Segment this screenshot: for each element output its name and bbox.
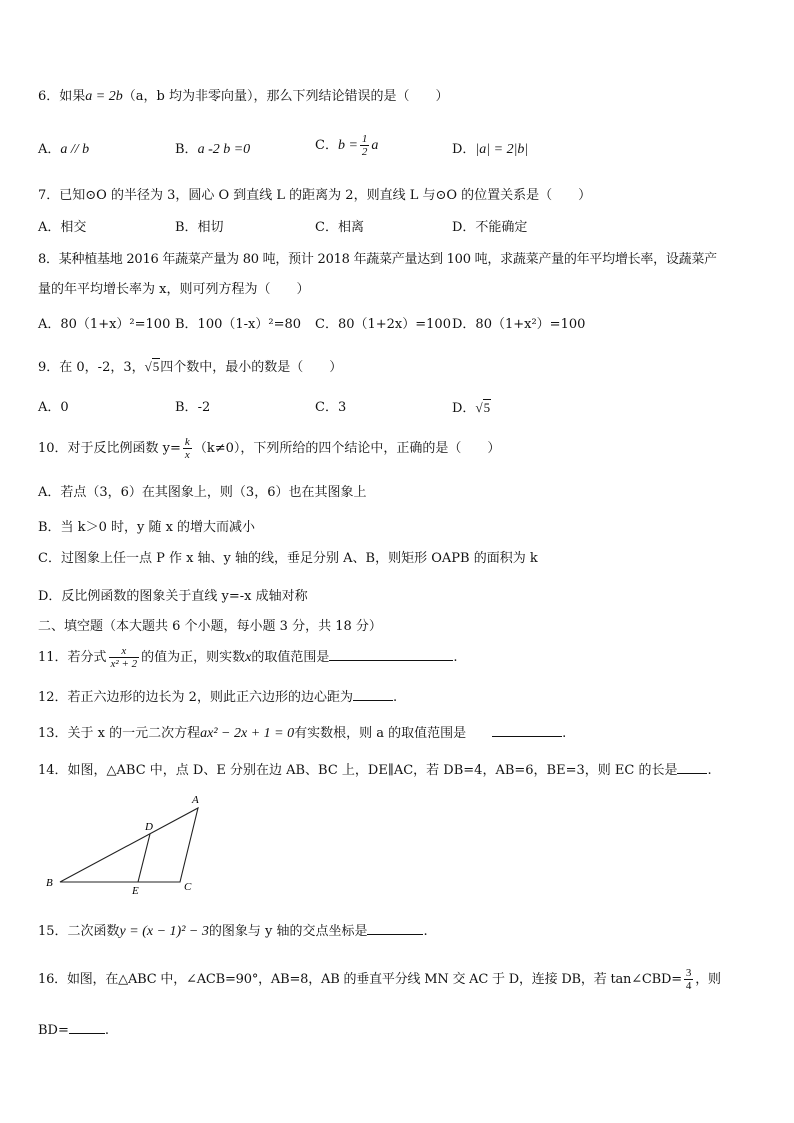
q16-stem-line2: BD= . — [38, 1019, 109, 1040]
q16-answer-blank[interactable] — [69, 1019, 105, 1034]
q8-stem-line2: 量的年平均增长率为 x，则可列方程为（ ） — [38, 282, 310, 297]
q9-option-d: D．√5 — [452, 400, 491, 416]
q9-sqrt: √5 — [144, 359, 160, 374]
q7-option-a: A．相交 — [38, 220, 87, 235]
label-b: B — [46, 877, 53, 889]
q6-option-b: B．a -2 b =0 — [175, 142, 251, 157]
section-2-heading: 二、填空题（本大题共 6 个小题，每小题 3 分，共 18 分） — [38, 619, 382, 634]
q9-option-c: C．3 — [315, 400, 347, 415]
q6-stem — [38, 88, 448, 106]
q11-fraction: $\frac{x}{\text{x² + 2}}$ — [110, 645, 138, 670]
q7-option-d: D．不能确定 — [452, 220, 528, 235]
triangle-abc — [60, 808, 198, 882]
q6-stem-prefix: 6．如果 — [38, 89, 86, 104]
label-c: C — [184, 881, 192, 893]
q8-option-b: B．100（1-x）²=80 — [175, 317, 302, 332]
q9-option-b: B．-2 — [175, 400, 211, 415]
q14-answer-blank[interactable] — [677, 759, 707, 774]
q6-option-d-expr: |a| = 2|b| — [475, 142, 529, 157]
q16-stem: 16．如图，在△ABC 中，∠ACB=90°，AB=8，AB 的垂直平分线 MN 交 AC 于 D，连接 DB，若 tan∠CBD= $\frac{3}{4}$ ，则 — [38, 967, 721, 992]
segment-de — [138, 834, 150, 882]
q7-stem: 7．已知⊙O 的半径为 3，圆心 O 到直线 L 的距离为 2，则直线 L 与⊙O 的位置关系是（ ） — [38, 188, 592, 203]
q7-option-c: C．相离 — [315, 220, 364, 235]
q6-option-c: C．b = $\frac{1}{2}$ a — [315, 133, 379, 158]
q9-option-a: A．0 — [38, 400, 69, 415]
q10-stem: 10．对于反比例函数 y= $\frac{k}{x}$ （k≠0），下列所给的四个结论中，正确的是（ ） — [38, 436, 501, 461]
q10-option-c: C．过图象上任一点 P 作 x 轴、y 轴的线，垂足分别 A、B，则矩形 OAPB 的面积为 k — [38, 551, 538, 566]
q6-option-b-expr: a -2 b =0 — [197, 142, 251, 157]
q13-answer-blank[interactable] — [492, 722, 562, 737]
q8-stem-line1: 8．某种植基地 2016 年蔬菜产量为 80 吨，预计 2018 年蔬菜产量达到 100 吨，求蔬菜产量的年平均增长率，设蔬菜产 — [38, 252, 717, 267]
q6-stem-expr: a = 2b — [85, 89, 123, 104]
q10-fraction: $\frac{k}{x}$ — [184, 436, 190, 461]
q11-stem: 11．若分式 $\frac{x}{\text{x² + 2}}$ 的值为正，则实数x的取值范围是 . — [38, 645, 458, 670]
q6-option-d: D．|a| = 2|b| — [452, 142, 529, 157]
q10-option-d: D．反比例函数的图象关于直线 y=-x 成轴对称 — [38, 589, 308, 604]
q15-answer-blank[interactable] — [367, 920, 423, 935]
q13-stem: 13．关于 x 的一元二次方程ax² − 2x + 1 = 0有实数根，则 a 的取值范围是 . — [38, 722, 566, 743]
q12-stem: 12．若正六边形的边长为 2，则此正六边形的边心距为 . — [38, 686, 397, 707]
label-a: A — [192, 794, 199, 806]
label-e: E — [132, 885, 139, 897]
q14-stem: 14．如图，△ABC 中，点 D、E 分别在边 AB、BC 上，DE∥AC，若 DB=4，AB=6，BE=3，则 EC 的长是 . — [38, 759, 712, 780]
q13-equation: ax² − 2x + 1 = 0 — [200, 726, 295, 741]
q6-option-a: A．a // b — [38, 142, 90, 157]
q9-stem: 9．在 0，-2，3，√5四个数中，最小的数是（ ） — [38, 359, 343, 375]
q12-answer-blank[interactable] — [353, 686, 393, 701]
label-d: D — [145, 821, 153, 833]
q8-option-a: A．80（1+x）²=100 — [38, 317, 171, 332]
q6-option-a-expr: a // b — [60, 142, 90, 157]
q6-option-c-fraction: $\frac{1}{2}$ — [361, 133, 368, 158]
q16-fraction: $\frac{3}{4}$ — [685, 967, 692, 992]
q8-option-d: D．80（1+x²）=100 — [452, 317, 586, 332]
q10-option-b: B．当 k＞0 时，y 随 x 的增大而减小 — [38, 520, 256, 535]
q15-equation: y = (x − 1)² − 3 — [119, 924, 209, 939]
q9-option-d-sqrt: √5 — [475, 400, 491, 415]
q7-option-b: B．相切 — [175, 220, 224, 235]
q6-stem-paren: （a，b 均为非零向量），那么下列结论错误的是（ ） — [122, 89, 449, 104]
q14-triangle-figure — [40, 790, 220, 900]
q8-option-c: C．80（1+2x）=100 — [315, 317, 451, 332]
q11-answer-blank[interactable] — [329, 646, 453, 661]
q10-option-a: A．若点（3，6）在其图象上，则（3，6）也在其图象上 — [38, 485, 367, 500]
q15-stem: 15．二次函数y = (x − 1)² − 3的图象与 y 轴的交点坐标是 . — [38, 920, 428, 941]
